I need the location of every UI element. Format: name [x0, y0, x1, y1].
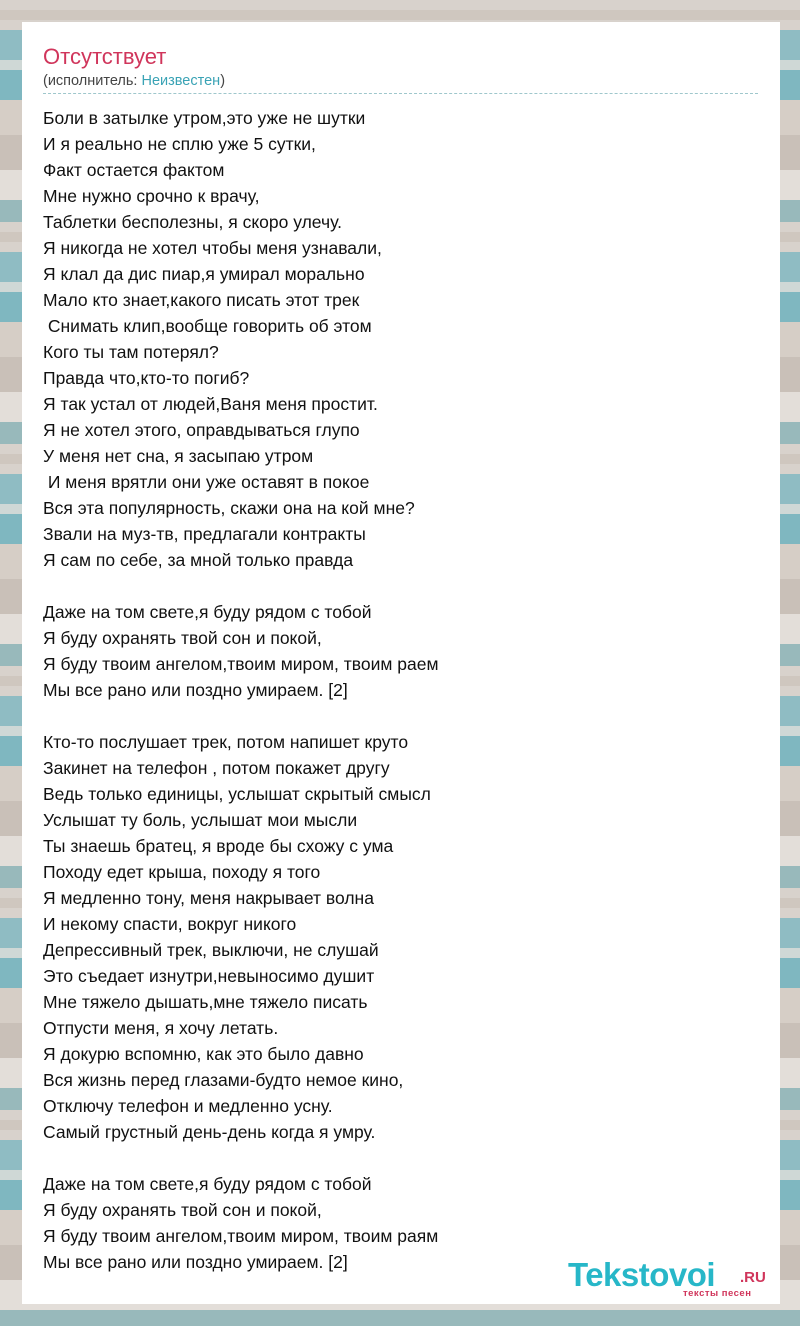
logo-name: Tekstovoi — [568, 1256, 716, 1293]
lyric-line: Услышат ту боль, услышат мои мысли — [43, 810, 358, 830]
logo-tagline: тексты песен — [683, 1288, 752, 1299]
lyric-line: Кого ты там потерял? — [43, 342, 219, 362]
lyric-line: У меня нет сна, я засыпаю утром — [43, 446, 314, 466]
lyric-line: Мы все рано или поздно умираем. [2] — [43, 680, 348, 700]
lyric-line: Отключу телефон и медленно усну. — [43, 1096, 333, 1116]
lyric-line: Вся эта популярность, скажи она на кой мне? — [43, 498, 415, 518]
lyric-line: Таблетки бесполезны, я скоро улечу. — [43, 212, 342, 232]
lyric-line: Звали на муз-тв, предлагали контракты — [43, 524, 366, 544]
lyric-line: Мне нужно срочно к врачу, — [43, 186, 260, 206]
performer-line — [43, 73, 225, 89]
lyric-line: Правда что,кто-то погиб? — [43, 368, 250, 388]
lyrics-card — [22, 22, 780, 1304]
lyric-line: Мало кто знает,какого писать этот трек — [43, 290, 360, 310]
lyric-line: Я буду охранять твой сон и покой, — [43, 628, 322, 648]
lyric-line: Самый грустный день-день когда я умру. — [43, 1122, 376, 1142]
lyric-line: Я клал да дис пиар,я умирал морально — [43, 264, 365, 284]
lyric-line: Ведь только единицы, услышат скрытый смысл — [43, 784, 431, 804]
lyric-line: Ты знаешь братец, я вроде бы схожу с ума — [43, 836, 394, 856]
lyric-line: Мы все рано или поздно умираем. [2] — [43, 1252, 348, 1272]
lyric-line: Я буду охранять твой сон и покой, — [43, 1200, 322, 1220]
lyric-line: Боли в затылке утром,это уже не шутки — [43, 108, 366, 128]
lyric-line: Я медленно тону, меня накрывает волна — [43, 888, 374, 908]
lyric-line: Походу едет крыша, походу я того — [43, 862, 321, 882]
artist-link[interactable]: Неизвестен — [141, 73, 221, 89]
lyric-line: Вся жизнь перед глазами-будто немое кино, — [43, 1070, 404, 1090]
lyric-line: Депрессивный трек, выключи, не слушай — [43, 940, 379, 960]
title-divider — [43, 93, 758, 94]
lyric-line: И я реально не сплю уже 5 сутки, — [43, 134, 316, 154]
lyric-line: Я никогда не хотел чтобы меня узнавали, — [43, 238, 382, 258]
stanza-break — [43, 703, 763, 729]
lyric-line: Я буду твоим ангелом,твоим миром, твоим раям — [43, 1226, 439, 1246]
logo-tld: .RU — [740, 1269, 766, 1286]
lyric-line: Я сам по себе, за мной только правда — [43, 550, 354, 570]
lyric-line: И некому спасти, вокруг никого — [43, 914, 297, 934]
lyric-line: Я не хотел этого, оправдываться глупо — [43, 420, 360, 440]
lyrics-text — [43, 105, 763, 1275]
lyric-line: Закинет на телефон , потом покажет другу — [43, 758, 390, 778]
lyric-line: Кто-то послушает трек, потом напишет круто — [43, 732, 409, 752]
lyric-line: Мне тяжело дышать,мне тяжело писать — [43, 992, 368, 1012]
lyric-line: Я буду твоим ангелом,твоим миром, твоим раем — [43, 654, 439, 674]
lyric-line: Снимать клип,вообще говорить об этом — [43, 316, 372, 336]
song-title: Отсутствует — [43, 44, 167, 69]
lyric-line: Я докурю вспомню, как это было давно — [43, 1044, 364, 1064]
performer-suffix: ) — [220, 73, 226, 89]
lyric-line: И меня врятли они уже оставят в покое — [43, 472, 370, 492]
lyric-line: Факт остается фактом — [43, 160, 225, 180]
lyric-line: Даже на том свете,я буду рядом с тобой — [43, 602, 372, 622]
lyric-line: Я так устал от людей,Ваня меня простит. — [43, 394, 378, 414]
site-logo[interactable] — [568, 1256, 778, 1302]
performer-prefix: (исполнитель: — [43, 73, 142, 89]
stanza-break — [43, 1145, 763, 1171]
lyric-line: Даже на том свете,я буду рядом с тобой — [43, 1174, 372, 1194]
lyric-line: Отпусти меня, я хочу летать. — [43, 1018, 279, 1038]
stanza-break — [43, 573, 763, 599]
lyric-line: Это съедает изнутри,невыносимо душит — [43, 966, 375, 986]
